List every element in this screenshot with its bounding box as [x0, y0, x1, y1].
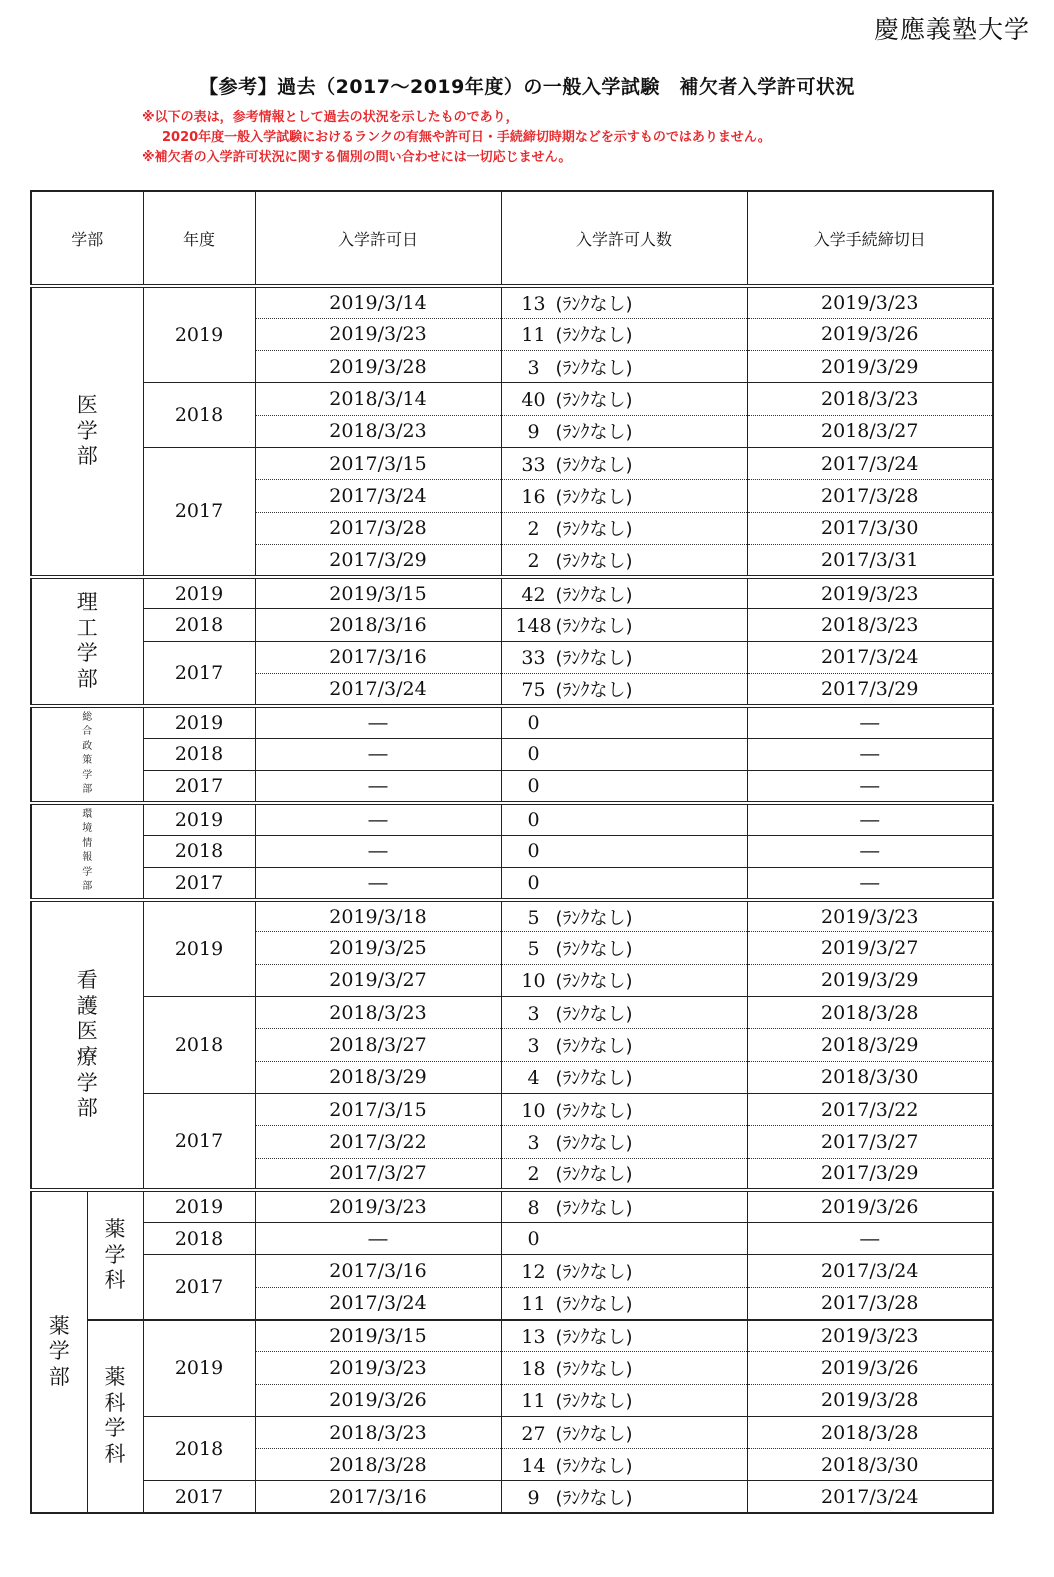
- rank-label: (ﾗﾝｸなし): [555, 1003, 633, 1025]
- rank-label: (ﾗﾝｸなし): [555, 390, 633, 412]
- permit-count-value: 11: [521, 324, 546, 347]
- table-row: [31, 1255, 993, 1287]
- subdepartment-cell: [87, 1190, 143, 1319]
- deadline-cell: 2017/3/24: [747, 1481, 993, 1513]
- permit-count-value: 3: [527, 1131, 540, 1154]
- table-row: [31, 286, 993, 318]
- rank-label: (ﾗﾝｸなし): [555, 422, 633, 444]
- header-year: 年度: [143, 191, 255, 286]
- permit-count-value: 0: [527, 711, 540, 734]
- permit-date-cell: 2018/3/27: [255, 1029, 501, 1061]
- year-cell: 2019: [143, 1190, 255, 1222]
- permit-date-cell: 2019/3/15: [255, 577, 501, 609]
- year-cell: 2018: [143, 738, 255, 770]
- permit-count-value: 148: [515, 615, 552, 638]
- permit-count-cell: [501, 512, 747, 544]
- rank-label: (ﾗﾝｸなし): [555, 1035, 633, 1057]
- permit-count-cell: [501, 738, 747, 770]
- year-cell: 2017: [143, 867, 255, 899]
- permit-date-cell: 2018/3/28: [255, 1449, 501, 1481]
- permit-count-value: 33: [521, 647, 546, 670]
- permit-count-value: 9: [527, 421, 540, 444]
- table-row: [31, 1416, 993, 1448]
- department-cell: [31, 286, 143, 577]
- permit-date-cell: 2019/3/15: [255, 1320, 501, 1352]
- permit-count-value: 0: [527, 871, 540, 894]
- rank-label: (ﾗﾝｸなし): [555, 357, 633, 379]
- table-row: [31, 738, 993, 770]
- permit-count-cell: [501, 1126, 747, 1158]
- permit-count-value: 8: [527, 1197, 540, 1220]
- permit-date-cell: 2017/3/29: [255, 544, 501, 576]
- rank-label: (ﾗﾝｸなし): [555, 1423, 633, 1445]
- permit-count-value: 2: [527, 1163, 540, 1186]
- permit-count-cell: [501, 1416, 747, 1448]
- rank-label: (ﾗﾝｸなし): [555, 1198, 633, 1220]
- permit-date-cell: 2017/3/27: [255, 1158, 501, 1190]
- permit-count-value: 2: [527, 518, 540, 541]
- deadline-cell: 2019/3/23: [747, 1320, 993, 1352]
- permit-date-cell: 2017/3/24: [255, 1287, 501, 1319]
- permit-date-cell: 2019/3/25: [255, 932, 501, 964]
- permit-count-cell: [501, 286, 747, 318]
- deadline-cell: 2017/3/24: [747, 447, 993, 479]
- permit-count-value: 33: [521, 453, 546, 476]
- permit-count-cell: [501, 1093, 747, 1125]
- permit-count-cell: [501, 351, 747, 383]
- permit-date-cell: 2019/3/23: [255, 1190, 501, 1222]
- admission-table: [30, 190, 994, 1514]
- subdepartment-name: 薬 学 科: [104, 1216, 126, 1293]
- permit-date-cell: 2019/3/26: [255, 1384, 501, 1416]
- permit-date-cell: ―: [255, 835, 501, 867]
- header-department: 学部: [31, 191, 143, 286]
- table-row: [31, 835, 993, 867]
- department-name: 薬 学 部: [48, 1313, 70, 1390]
- department-name: 理 工 学 部: [76, 590, 98, 691]
- deadline-cell: 2019/3/23: [747, 900, 993, 932]
- deadline-cell: 2017/3/24: [747, 1255, 993, 1287]
- permit-date-cell: 2017/3/16: [255, 1481, 501, 1513]
- deadline-cell: ―: [747, 706, 993, 738]
- permit-date-cell: ―: [255, 770, 501, 802]
- table-row: [31, 447, 993, 479]
- deadline-cell: 2018/3/27: [747, 415, 993, 447]
- rank-label: (ﾗﾝｸなし): [555, 1455, 633, 1477]
- deadline-cell: 2017/3/29: [747, 1158, 993, 1190]
- year-cell: 2018: [143, 383, 255, 448]
- permit-date-cell: 2017/3/22: [255, 1126, 501, 1158]
- permit-count-cell: [501, 835, 747, 867]
- permit-count-cell: [501, 964, 747, 996]
- permit-count-cell: [501, 1481, 747, 1513]
- notice-line-3: ※補欠者の入学許可状況に関する個別の問い合わせには一切応じません。: [142, 150, 572, 165]
- year-cell: 2017: [143, 447, 255, 576]
- permit-date-cell: ―: [255, 1223, 501, 1255]
- rank-label: (ﾗﾝｸなし): [555, 584, 633, 606]
- table-body: [31, 286, 993, 1513]
- rank-label: (ﾗﾝｸなし): [555, 1262, 633, 1284]
- year-cell: 2019: [143, 286, 255, 383]
- table-row: [31, 803, 993, 835]
- year-cell: 2017: [143, 1481, 255, 1513]
- deadline-cell: 2017/3/30: [747, 512, 993, 544]
- permit-count-cell: [501, 318, 747, 350]
- permit-count-cell: [501, 997, 747, 1029]
- permit-count-cell: [501, 577, 747, 609]
- rank-label: (ﾗﾝｸなし): [555, 1132, 633, 1154]
- permit-count-cell: [501, 480, 747, 512]
- permit-date-cell: 2017/3/16: [255, 641, 501, 673]
- rank-label: (ﾗﾝｸなし): [555, 907, 633, 929]
- permit-count-value: 3: [527, 1034, 540, 1057]
- permit-count-cell: [501, 1449, 747, 1481]
- permit-date-cell: 2018/3/29: [255, 1061, 501, 1093]
- table-row: [31, 706, 993, 738]
- deadline-cell: 2017/3/22: [747, 1093, 993, 1125]
- permit-count-value: 42: [521, 583, 546, 606]
- permit-count-cell: [501, 770, 747, 802]
- permit-date-cell: 2019/3/27: [255, 964, 501, 996]
- permit-date-cell: 2017/3/24: [255, 674, 501, 706]
- rank-label: (ﾗﾝｸなし): [555, 550, 633, 572]
- year-cell: 2019: [143, 706, 255, 738]
- deadline-cell: 2019/3/26: [747, 1190, 993, 1222]
- table-row: [31, 1223, 993, 1255]
- permit-date-cell: 2017/3/16: [255, 1255, 501, 1287]
- permit-date-cell: ―: [255, 738, 501, 770]
- permit-count-value: 3: [527, 1002, 540, 1025]
- table-row: [31, 1320, 993, 1352]
- rank-label: (ﾗﾝｸなし): [555, 1326, 633, 1348]
- deadline-cell: ―: [747, 803, 993, 835]
- permit-count-value: 11: [521, 1293, 546, 1316]
- deadline-cell: 2017/3/31: [747, 544, 993, 576]
- deadline-cell: 2017/3/24: [747, 641, 993, 673]
- deadline-cell: ―: [747, 738, 993, 770]
- rank-label: (ﾗﾝｸなし): [555, 486, 633, 508]
- rank-label: (ﾗﾝｸなし): [555, 1068, 633, 1090]
- permit-count-value: 9: [527, 1486, 540, 1509]
- permit-date-cell: 2019/3/14: [255, 286, 501, 318]
- deadline-cell: ―: [747, 1223, 993, 1255]
- rank-label: (ﾗﾝｸなし): [555, 679, 633, 701]
- year-cell: 2018: [143, 1223, 255, 1255]
- table-row: [31, 609, 993, 641]
- permit-date-cell: 2017/3/28: [255, 512, 501, 544]
- year-cell: 2017: [143, 641, 255, 706]
- department-cell: [31, 1190, 87, 1513]
- year-cell: 2019: [143, 900, 255, 997]
- page-title: 【参考】過去（2017～2019年度）の一般入学試験 補欠者入学許可状況: [199, 76, 855, 98]
- department-cell: [31, 803, 143, 900]
- table-row: [31, 1093, 993, 1125]
- university-name: 慶應義塾大学: [873, 15, 1030, 44]
- deadline-cell: 2018/3/29: [747, 1029, 993, 1061]
- deadline-cell: 2018/3/28: [747, 1416, 993, 1448]
- rank-label: (ﾗﾝｸなし): [555, 519, 633, 541]
- deadline-cell: 2019/3/27: [747, 932, 993, 964]
- permit-count-cell: [501, 415, 747, 447]
- deadline-cell: ―: [747, 867, 993, 899]
- permit-count-value: 0: [527, 1227, 540, 1250]
- table-row: [31, 1481, 993, 1513]
- year-cell: 2019: [143, 577, 255, 609]
- permit-count-value: 10: [521, 1099, 546, 1122]
- year-cell: 2018: [143, 1416, 255, 1481]
- year-cell: 2017: [143, 770, 255, 802]
- subdepartment-name: 薬 科 学 科: [104, 1365, 126, 1466]
- permit-count-cell: [501, 1287, 747, 1319]
- deadline-cell: 2019/3/28: [747, 1384, 993, 1416]
- permit-count-cell: [501, 609, 747, 641]
- permit-count-cell: [501, 1029, 747, 1061]
- permit-date-cell: ―: [255, 867, 501, 899]
- deadline-cell: 2018/3/30: [747, 1061, 993, 1093]
- deadline-cell: 2018/3/30: [747, 1449, 993, 1481]
- permit-count-value: 13: [521, 1325, 546, 1348]
- rank-label: (ﾗﾝｸなし): [555, 1358, 633, 1380]
- permit-count-cell: [501, 1352, 747, 1384]
- department-name: 看 護 医 療 学 部: [76, 968, 98, 1121]
- rank-label: (ﾗﾝｸなし): [555, 1100, 633, 1122]
- permit-count-cell: [501, 1158, 747, 1190]
- permit-count-value: 16: [521, 485, 546, 508]
- year-cell: 2017: [143, 1093, 255, 1190]
- permit-count-cell: [501, 1320, 747, 1352]
- table-row: [31, 997, 993, 1029]
- header-permit-date: 入学許可日: [255, 191, 501, 286]
- deadline-cell: 2019/3/23: [747, 286, 993, 318]
- permit-count-value: 0: [527, 840, 540, 863]
- permit-count-cell: [501, 544, 747, 576]
- deadline-cell: 2019/3/26: [747, 318, 993, 350]
- deadline-cell: 2019/3/29: [747, 351, 993, 383]
- department-name: 医 学 部: [76, 392, 98, 469]
- department-name: 総 合 政 策 学 部: [82, 711, 93, 796]
- permit-date-cell: 2019/3/28: [255, 351, 501, 383]
- deadline-cell: 2019/3/29: [747, 964, 993, 996]
- permit-count-cell: [501, 674, 747, 706]
- rank-label: (ﾗﾝｸなし): [555, 939, 633, 961]
- permit-count-cell: [501, 1061, 747, 1093]
- table-row: [31, 641, 993, 673]
- permit-count-value: 5: [527, 938, 540, 961]
- header-deadline: 入学手続締切日: [747, 191, 993, 286]
- permit-count-value: 11: [521, 1390, 546, 1413]
- deadline-cell: 2018/3/28: [747, 997, 993, 1029]
- permit-count-value: 12: [521, 1261, 546, 1284]
- permit-date-cell: 2018/3/23: [255, 997, 501, 1029]
- table-row: [31, 577, 993, 609]
- notice-line-1: ※以下の表は，参考情報として過去の状況を示したものであり，: [142, 110, 519, 125]
- permit-count-value: 0: [527, 743, 540, 766]
- rank-label: (ﾗﾝｸなし): [555, 1487, 633, 1509]
- rank-label: (ﾗﾝｸなし): [555, 293, 633, 315]
- permit-count-cell: [501, 900, 747, 932]
- permit-count-value: 3: [527, 356, 540, 379]
- deadline-cell: 2018/3/23: [747, 383, 993, 415]
- department-name: 環 境 情 報 学 部: [82, 808, 93, 893]
- rank-label: (ﾗﾝｸなし): [555, 971, 633, 993]
- permit-date-cell: 2017/3/15: [255, 447, 501, 479]
- year-cell: 2018: [143, 609, 255, 641]
- rank-label: (ﾗﾝｸなし): [555, 616, 633, 638]
- permit-count-value: 5: [527, 906, 540, 929]
- permit-date-cell: 2018/3/23: [255, 415, 501, 447]
- rank-label: (ﾗﾝｸなし): [555, 1294, 633, 1316]
- permit-count-cell: [501, 932, 747, 964]
- table-row: [31, 867, 993, 899]
- permit-date-cell: 2019/3/23: [255, 1352, 501, 1384]
- year-cell: 2017: [143, 1255, 255, 1320]
- subdepartment-cell: [87, 1320, 143, 1514]
- deadline-cell: 2017/3/29: [747, 674, 993, 706]
- permit-date-cell: 2017/3/15: [255, 1093, 501, 1125]
- table-header-row: [31, 191, 993, 286]
- rank-label: (ﾗﾝｸなし): [555, 648, 633, 670]
- table-row: [31, 383, 993, 415]
- permit-count-cell: [501, 383, 747, 415]
- permit-date-cell: 2017/3/24: [255, 480, 501, 512]
- permit-count-value: 40: [521, 389, 546, 412]
- table-row: [31, 1190, 993, 1222]
- year-cell: 2018: [143, 835, 255, 867]
- table-row: [31, 900, 993, 932]
- deadline-cell: ―: [747, 770, 993, 802]
- permit-count-cell: [501, 867, 747, 899]
- permit-count-value: 27: [521, 1422, 546, 1445]
- department-cell: [31, 577, 143, 706]
- permit-date-cell: 2019/3/18: [255, 900, 501, 932]
- permit-date-cell: 2018/3/23: [255, 1416, 501, 1448]
- header-permit-count: 入学許可人数: [501, 191, 747, 286]
- deadline-cell: 2018/3/23: [747, 609, 993, 641]
- permit-date-cell: 2018/3/14: [255, 383, 501, 415]
- permit-count-value: 14: [521, 1454, 546, 1477]
- permit-count-value: 75: [521, 678, 546, 701]
- permit-count-value: 4: [527, 1067, 540, 1090]
- rank-label: (ﾗﾝｸなし): [555, 325, 633, 347]
- permit-count-cell: [501, 803, 747, 835]
- rank-label: (ﾗﾝｸなし): [555, 454, 633, 476]
- year-cell: 2019: [143, 803, 255, 835]
- permit-count-value: 13: [521, 292, 546, 315]
- deadline-cell: 2017/3/28: [747, 480, 993, 512]
- permit-date-cell: ―: [255, 706, 501, 738]
- table-row: [31, 770, 993, 802]
- deadline-cell: 2017/3/27: [747, 1126, 993, 1158]
- permit-date-cell: ―: [255, 803, 501, 835]
- permit-count-value: 10: [521, 970, 546, 993]
- deadline-cell: ―: [747, 835, 993, 867]
- permit-count-cell: [501, 1384, 747, 1416]
- permit-count-cell: [501, 1223, 747, 1255]
- permit-count-value: 0: [527, 774, 540, 797]
- permit-count-cell: [501, 1255, 747, 1287]
- permit-count-cell: [501, 1190, 747, 1222]
- notice-line-2: 2020年度一般入学試験におけるランクの有無や許可日・手続締切時期などを示すものではありません。: [162, 130, 771, 145]
- rank-label: (ﾗﾝｸなし): [555, 1391, 633, 1413]
- permit-count-cell: [501, 447, 747, 479]
- permit-count-value: 0: [527, 808, 540, 831]
- department-cell: [31, 706, 143, 803]
- permit-count-cell: [501, 706, 747, 738]
- permit-date-cell: 2019/3/23: [255, 318, 501, 350]
- deadline-cell: 2019/3/23: [747, 577, 993, 609]
- year-cell: 2018: [143, 997, 255, 1094]
- permit-count-value: 18: [521, 1357, 546, 1380]
- deadline-cell: 2017/3/28: [747, 1287, 993, 1319]
- permit-count-cell: [501, 641, 747, 673]
- rank-label: (ﾗﾝｸなし): [555, 1164, 633, 1186]
- permit-count-value: 2: [527, 549, 540, 572]
- year-cell: 2019: [143, 1320, 255, 1417]
- deadline-cell: 2019/3/26: [747, 1352, 993, 1384]
- department-cell: [31, 900, 143, 1191]
- permit-date-cell: 2018/3/16: [255, 609, 501, 641]
